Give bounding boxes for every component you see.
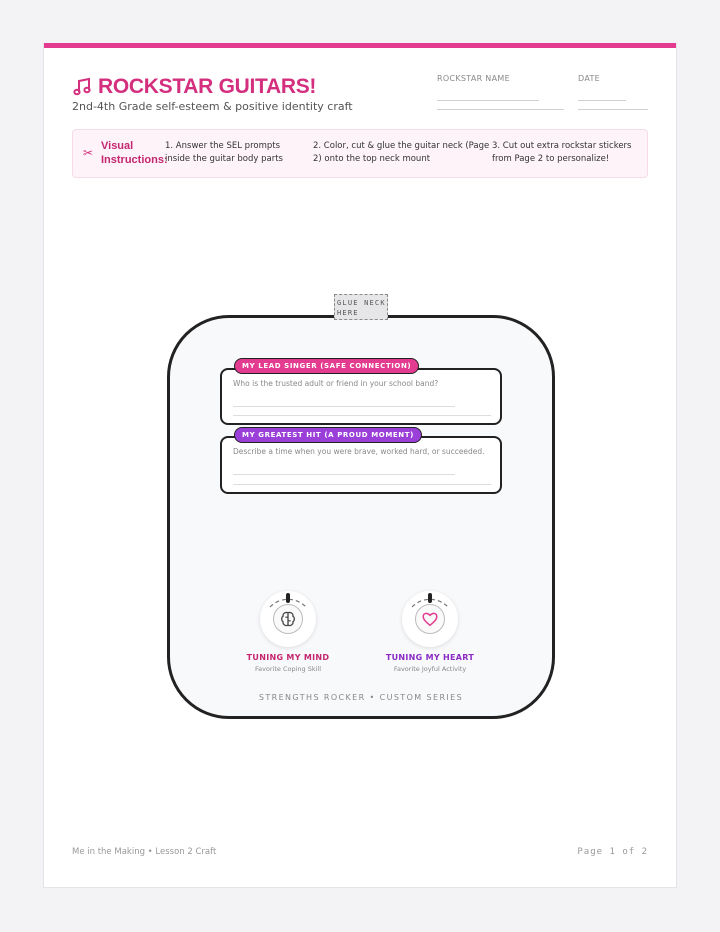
prompt-tag-greatest-hit: MY GREATEST HIT (A PROUD MOMENT) (234, 427, 422, 443)
step-3-line2: from Page 2 to personalize! (492, 154, 610, 164)
knob-mind-subtitle: Favorite Coping Skill (254, 665, 322, 673)
instruction-step-1 (165, 140, 283, 166)
step-1-line1: 1. Answer the SEL prompts (165, 141, 281, 151)
instructions-heading (101, 139, 168, 167)
music-note-icon (72, 77, 92, 97)
answer-line (233, 474, 455, 475)
footer-page-number: Page 1 of 2 (577, 847, 648, 857)
prompt-question: Who is the trusted adult or friend in your school band? (233, 379, 439, 388)
instructions-panel (72, 129, 648, 178)
rockstar-name-field[interactable] (437, 109, 564, 110)
step-2-line2: 2) onto the top neck mount (313, 154, 431, 164)
instruction-step-2 (313, 140, 489, 166)
accent-bar (44, 43, 676, 48)
knob-mind (260, 591, 316, 647)
rockstar-name-label: ROCKSTAR NAME (437, 74, 510, 83)
date-field[interactable] (578, 109, 648, 110)
prompt-question: Describe a time when you were brave, worked hard, or succeeded. (233, 447, 485, 456)
worksheet-page (43, 43, 677, 888)
neck-mount (334, 294, 388, 320)
instruction-step-3 (492, 140, 631, 166)
page-title (72, 75, 316, 99)
prompt-box-lead-singer[interactable] (220, 368, 502, 425)
neck-label-line2: HERE (337, 309, 359, 317)
instructions-heading-line2: Instructions: (101, 154, 168, 166)
knob-mind-title: TUNING MY MIND (246, 653, 330, 662)
step-1-line2: inside the guitar body parts (165, 154, 283, 164)
prompt-box-greatest-hit[interactable] (220, 436, 502, 494)
date-underline-1 (578, 100, 626, 101)
footer-lesson: Me in the Making • Lesson 2 Craft (72, 847, 217, 857)
knob-heart-title: TUNING MY HEART (385, 653, 475, 662)
step-3-line1: 3. Cut out extra rockstar stickers (492, 141, 632, 151)
answer-line (233, 484, 491, 485)
knob-heart-subtitle: Favorite Joyful Activity (393, 665, 467, 673)
neck-label-line1: GLUE NECK (337, 299, 386, 307)
knob-center (273, 604, 303, 634)
page-subtitle: 2nd-4th Grade self-esteem & positive identity craft (72, 100, 353, 113)
scissors-icon: ✂ (83, 146, 94, 160)
rockstar-name-underline-1 (437, 100, 539, 101)
brain-icon (279, 610, 297, 628)
answer-line (233, 415, 491, 416)
instructions-heading-line1: Visual (101, 140, 134, 152)
heart-icon (421, 610, 439, 628)
knob-pointer (286, 593, 290, 603)
knob-center (415, 604, 445, 634)
answer-line (233, 406, 455, 407)
knob-pointer (428, 593, 432, 603)
prompt-tag-lead-singer: MY LEAD SINGER (SAFE CONNECTION) (234, 358, 419, 374)
series-label: STRENGTHS ROCKER • CUSTOM SERIES (258, 693, 464, 702)
step-2-line1: 2. Color, cut & glue the guitar neck (Page (313, 141, 490, 151)
title-text: ROCKSTAR GUITARS! (98, 75, 317, 98)
knob-heart (402, 591, 458, 647)
date-label: DATE (578, 74, 601, 83)
